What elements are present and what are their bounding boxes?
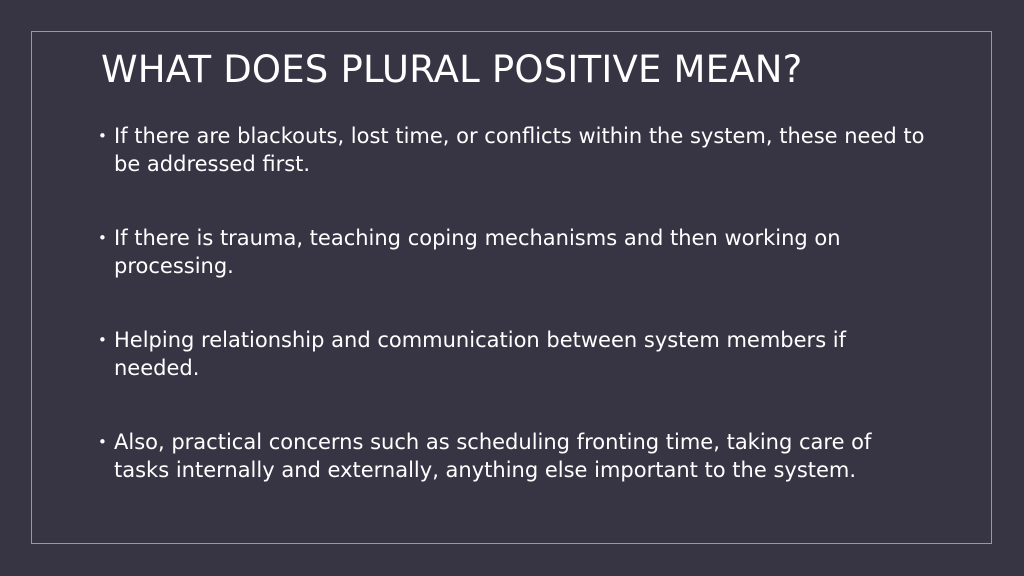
bullet-dot-icon: • bbox=[98, 127, 107, 145]
bullet-text: If there is trauma, teaching coping mechanisms and then working on processing. bbox=[114, 226, 841, 278]
bullet-text: Helping relationship and communication between system members if needed. bbox=[114, 328, 847, 380]
slide-title: WHAT DOES PLURAL POSITIVE MEAN? bbox=[101, 48, 803, 91]
bullet-item bbox=[98, 224, 928, 280]
bullet-text: If there are blackouts, lost time, or conflicts within the system, these need to be addressed first. bbox=[114, 124, 925, 176]
bullet-item bbox=[98, 122, 928, 178]
bullet-dot-icon: • bbox=[98, 331, 107, 349]
bullet-dot-icon: • bbox=[98, 433, 107, 451]
bullet-dot-icon: • bbox=[98, 229, 107, 247]
bullet-text: Also, practical concerns such as scheduling fronting time, taking care of tasks internally and externally, anything else important to the system. bbox=[114, 430, 872, 482]
bullet-item bbox=[98, 428, 928, 484]
bullet-item bbox=[98, 326, 928, 382]
bullet-list bbox=[98, 122, 928, 484]
